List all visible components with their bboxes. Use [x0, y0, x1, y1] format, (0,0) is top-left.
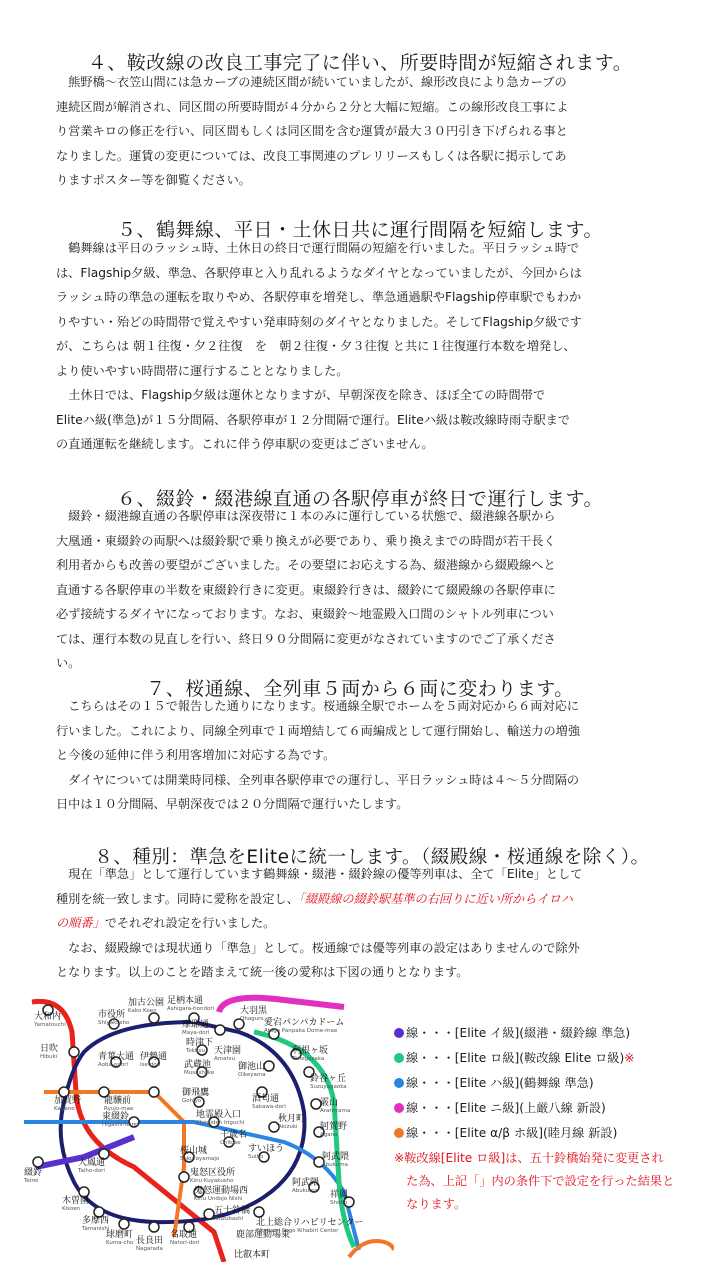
station-label: 摩耶通 Maya-dori: [182, 1020, 210, 1036]
section-7-body: [56, 694, 688, 817]
highlight-text: 「綴殿線の綴鈴駅基準の右回りに近い所からイロハ: [298, 891, 573, 906]
section-6-title: ６、綴鈴・綴港線直通の各駅停車が終日で運行します。: [117, 488, 603, 510]
text-line: となります。以上のことを踏まえて統一後の愛称は下図の通りとなります。: [56, 965, 469, 979]
text-line: の直通運転を継続します。これに伴う停車駅の変更はございません。: [56, 437, 434, 451]
station-label: 龍驤前 Ryujo-mae: [104, 1096, 134, 1112]
text-line: ては、運行本数の見直しを行い、終日９０分間隔に変更がなされていますのでご了承くださ: [56, 631, 556, 646]
text-line: 直通する各駅停車の半数を東綴鈴行きに変更。東綴鈴行きは、綴鈴にて綴殿線の各駅停車に: [56, 582, 556, 597]
station-label: 五十鈴橋 Isuzubashi: [214, 1206, 251, 1222]
text-line: 大凰通・東綴鈴の両駅へは綴鈴駅で乗り換えが必要であり、乗り換えまでの時間が若干長く: [56, 533, 556, 548]
station-label: 足柄本通 Ashigara-hondori: [167, 996, 215, 1012]
station-label: 天津園 Amatsu: [214, 1046, 242, 1062]
text-line: りますポスター等を御覧ください。: [56, 173, 251, 187]
highlight-text: の順番」: [56, 916, 105, 930]
station-label: 鬼怒区役所 Kinu Kuyakusho: [190, 1168, 236, 1184]
station-label: すいほう Suiho: [248, 1144, 285, 1160]
text-line: 熊野橋～衣笠山間には急カーブの連続区間が続いていましたが、線形改良により急カーブの: [56, 75, 567, 89]
section-5-title: ５、鶴舞線、平日・土休日共に運行間隔を短縮します。: [117, 219, 603, 241]
magenta-dot-icon: [394, 1103, 404, 1113]
station-label: 大鳳通 Taiho-dori: [78, 1158, 106, 1174]
text-line: は、Flagship夕級、準急、各駅停車と入り乱れるようなダイヤとなっていましたが、今回からは: [56, 265, 582, 280]
text-line: 綴鈴・綴港線直通の各駅停車は深夜帯に１本のみに運行している状態で、綴港線各駅から: [56, 509, 556, 523]
station-label: 日吹 Hibuki: [40, 1044, 59, 1060]
station-label: 鹿部運動場東: [236, 1230, 291, 1240]
station-label: 時津下 Tokitsu: [186, 1038, 214, 1054]
station-label: 阿武隈 Abukuma: [292, 1178, 320, 1194]
station-label: 長良田 Nagarada: [136, 1236, 164, 1252]
station-label: 阿武隈 Abukuma: [322, 1152, 350, 1168]
station-label: 千歳名 Chitose: [220, 1130, 248, 1146]
station-label: 愛宕パンパカドーム Atago Panpaka Dome-mae: [264, 1018, 345, 1034]
magenta-line: [219, 998, 344, 1012]
station-label: 多摩西 Tamanishi: [82, 1216, 110, 1232]
text-line: こちらはその１５で報告した通りになります。桜通線全駅でホームを５両対応から６両対応に: [56, 699, 580, 713]
station-label: 秋月町 Akizuki: [278, 1114, 306, 1130]
text-line: ラッシュ時の準急の運転を取りやめ、各駅停車を増発し、準急通過駅やFlagship停車駅でもわか: [56, 290, 582, 304]
text-line: ダイヤについては開業時同様、全列車各駅停車での運行し、平日ラッシュ時は４～５分間隔の: [56, 772, 580, 787]
station-label: 木曽園 Kisoen: [62, 1196, 90, 1212]
text-line: なりました。運賃の変更については、改良工事関連のプレリリースもしくは各駅に掲示してあ: [56, 148, 567, 163]
station-label: 桜山城 Sakurayamajo: [180, 1146, 220, 1162]
legend-item-elite-ha: 線・・・[Elite ハ級](鶴舞線 準急): [394, 1072, 714, 1097]
text-line: い。: [56, 656, 81, 670]
section-4-body: [56, 70, 688, 193]
station-label: 地霊殿入口 Chireiden Iriguchi: [196, 1110, 245, 1126]
text-line: 必ず接続するダイヤになっております。なお、東綴鈴～地霊殿入口間のシャトル列車につい: [56, 607, 554, 621]
text-line: が、こちらは 朝１往復・夕２往復 を 朝２往復・夕３往復 と共に１往復運行本数を増発し、: [56, 339, 576, 353]
text-line: 種別を統一致します。同時に愛称を設定し、「綴殿線の綴鈴駅基準の右回りに近い所からイロハ: [56, 891, 573, 906]
text-line: 鶴舞線は平日のラッシュ時、土休日の終日で運行間隔の短縮を行いました。平日ラッシュ時で: [56, 241, 580, 255]
station-label: 大和内 Yamatouchi: [34, 1012, 66, 1028]
station-label: 鬼怒運動場西 Kinu Undojo Nishi: [194, 1186, 249, 1202]
station-label: 青葉大通 Aoba-odori: [98, 1052, 135, 1068]
station-label: 東綴鈴 Higashi-teirei: [102, 1112, 139, 1128]
section-5-body: [56, 236, 688, 457]
station-label: 名取通 Natori-dori: [170, 1230, 200, 1246]
orange-dot-icon: [394, 1128, 404, 1138]
section-8-body: [56, 862, 688, 985]
station-label: 御池山 Oikeyama: [238, 1062, 266, 1078]
station-label: 北上総合リハビリセンター Kitakami Sogo Rihabiri Center: [256, 1218, 364, 1234]
route-map: [24, 992, 394, 1262]
station-label: 比叡本町: [234, 1250, 271, 1260]
legend-item-elite-ho: 線・・・[Elite α/β ホ級](睦月線 新設): [394, 1122, 714, 1147]
station-label: 大羽黒 Ohaguro: [240, 1006, 268, 1022]
green-dot-icon: [394, 1053, 404, 1063]
text-line: 日中は１０分間隔、早朝深夜では２０分間隔で運行いたします。: [56, 797, 409, 811]
station-label: 霰山 Arareyama: [320, 1098, 351, 1114]
station-label: 市役所 Shiyakusho: [98, 1010, 130, 1026]
purple-dot-icon: [394, 1028, 404, 1038]
text-line: 連続区間が解消され、同区間の所要時間が４分から２分と大幅に短縮。この線形改良工事によ: [56, 99, 569, 114]
legend-item-elite-i: 線・・・[Elite イ級](綴港・綴鈴線 準急): [394, 1022, 714, 1047]
text-line: の順番」でそれぞれ設定を行いました。: [56, 916, 276, 930]
station-label: 綴鈴 Teirei: [24, 1168, 43, 1184]
station-label: 酒匂通 Sakawa-dori: [252, 1094, 286, 1110]
map-legend: [394, 1022, 714, 1216]
section-8-title: ８、種別：準急をEliteに統一します。（綴殿線・桜通線を除く）。: [94, 847, 650, 868]
legend-item-elite-ni: 線・・・[Elite ニ級](上厳八線 新設): [394, 1097, 714, 1122]
text-line: り営業キロの修正を行い、同区間もしくは同区間を含む運賃が最大３０円引き下げられる事と: [56, 124, 568, 138]
station-label: 利根ヶ坂 Tonegasaka: [292, 1046, 329, 1062]
legend-item-elite-ro: 線・・・[Elite ロ級](鞍改線 Elite ロ級)※: [394, 1047, 714, 1072]
text-line: 行いました。これにより、同線全列車で１両増結して６両編成として運行開始し、輸送力の増強: [56, 723, 581, 738]
blue-dot-icon: [394, 1078, 404, 1088]
station-label: 御飛鷹 Gohiyo: [182, 1088, 210, 1104]
section-6-body: [56, 504, 688, 676]
text-line: りやすい・殆どの時間帯で覚えやすい発車時刻のダイヤとなりました。そしてFlagship夕級です: [56, 314, 582, 329]
legend-note: ※鞍改線[Elite ロ級]は、五十鈴橋始発に変更され た為、上記「」内の条件下で設定を行った結果と なります。: [394, 1151, 675, 1211]
text-line: と今後の延伸に伴う利用客増加に対応する為です。: [56, 748, 336, 762]
station-label: 加賀野 Kagano: [54, 1096, 82, 1112]
text-line: なお、綴殿線では現状通り「準急」として。桜通線では優等列車の設定はありませんので除外: [56, 940, 580, 955]
text-line: 利用者からも改善の要望がございました。その要望にお応えする為、綴港線から綴殿線へと: [56, 558, 556, 572]
station-label: 武蔵池 Musashiike: [184, 1060, 215, 1076]
station-label: 鈴谷ヶ丘 Suzuyagaoka: [310, 1074, 347, 1090]
text-line: より使いやすい時間帯に運行することとなりました。: [56, 363, 349, 378]
section-4-title: ４、鞍改線の改良工事完了に伴い、所要時間が短縮されます。: [87, 52, 633, 74]
station-label: 祥鳳 Shoho: [330, 1190, 349, 1206]
station-label: 加古公園 Kako Koen: [128, 998, 165, 1014]
text-line: 土休日では、Flagship夕級は運休となりますが、早朝深夜を除き、ほぼ全ての時間帯で: [56, 388, 546, 402]
station-label: 伊勢通 Ise-dori: [140, 1052, 168, 1068]
text-line: 現在「準急」として運行しています鶴舞線・綴港・綴鈴線の優等列車は、全て「Elite」として: [56, 867, 583, 881]
station-label: 球磨町 Kuma-cho: [106, 1230, 134, 1246]
section-7-title: ７、桜通線、全列車５両から６両に変わります。: [146, 678, 574, 700]
station-label: 阿賀野 Agano: [320, 1122, 348, 1138]
text-line: Eliteハ級(準急)が１５分間隔、各駅停車が１２分間隔で運行。Eliteハ級は鞍改線時雨寺駅まで: [56, 412, 570, 427]
